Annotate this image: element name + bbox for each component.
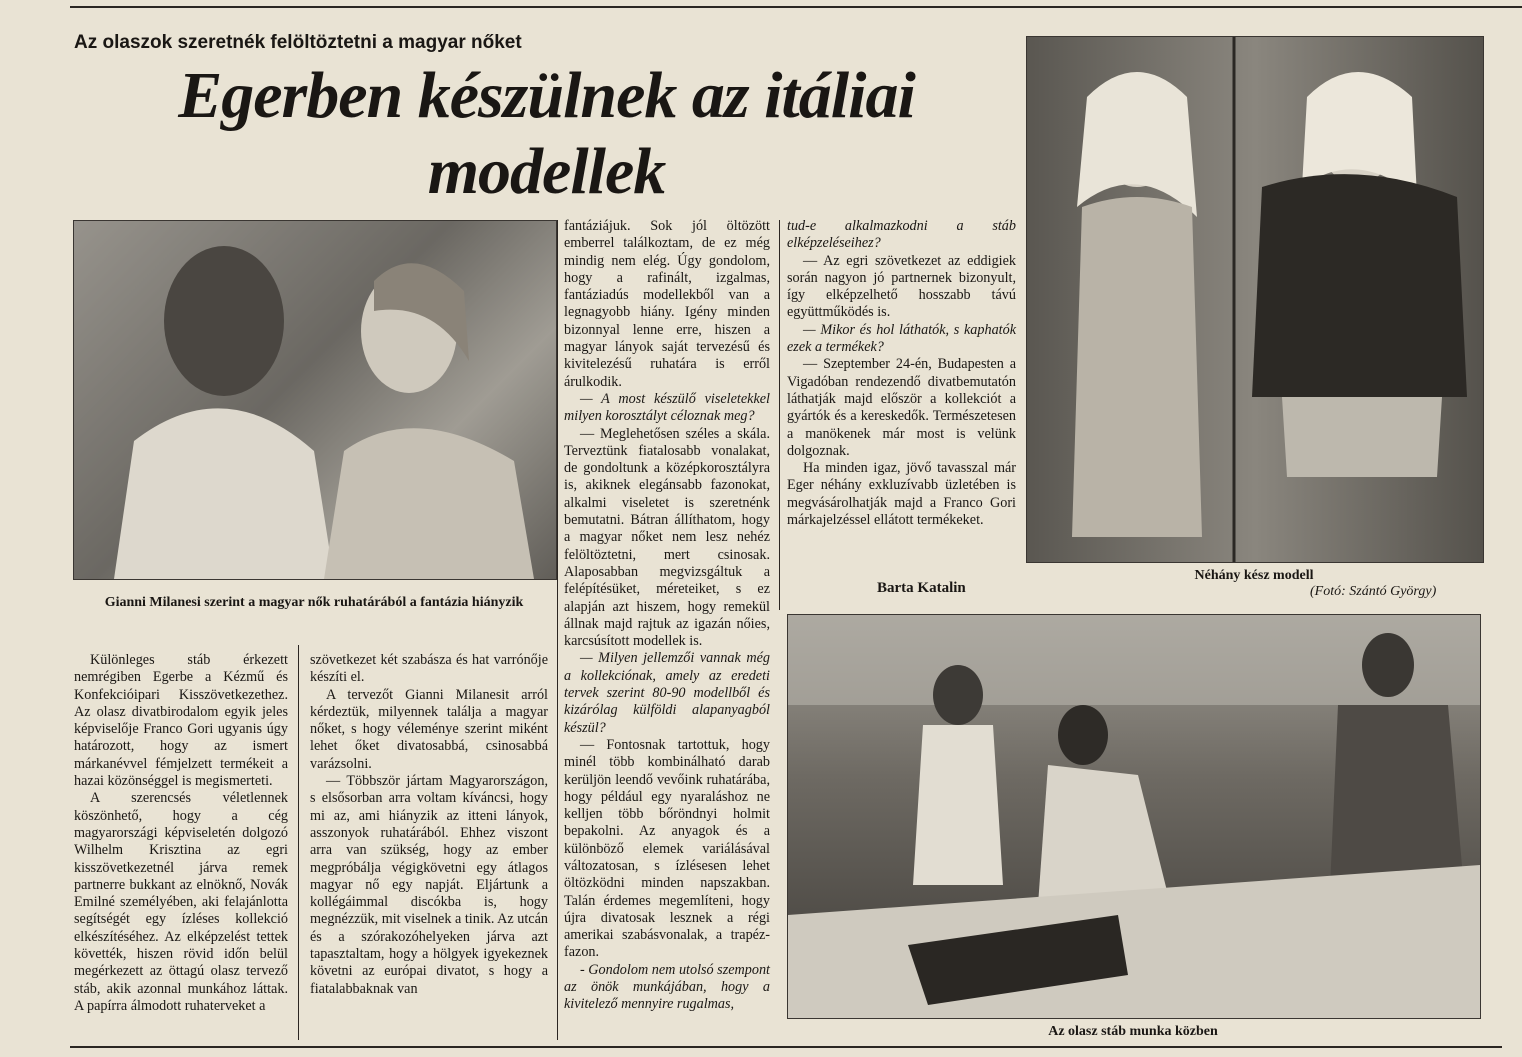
designer-photo-illustration [74, 221, 556, 579]
headline: Egerben készülnek az itáliai modellek [178, 59, 915, 208]
paragraph: — Az egri szövetkezet az eddigiek során nagyon jó partnernek bizonyult, így elképzelhető hosszabb távú együttműködés is. [787, 252, 1016, 321]
bottom-rule [70, 1046, 1502, 1048]
paragraph: Ha minden igaz, jövő tavasszal már Eger néhány exkluzívabb üzletében is megvásárolhatják majd a Franco Gori márkajelzéssel ellátott termékeket. [787, 460, 1016, 529]
byline: Barta Katalin [877, 580, 966, 596]
paragraph: A szerencsés véletlennek köszönhető, hogy a cég magyarországi képviseletén dolgozó Wilhelm Krisztina az egri kisszövetkezetnél járva remek partnerre bukkant az elnöknő, Novák Emilné személyében, aki felajánlotta segítségét egy ízléses kollekció elkészítéséhez. Az elképzelést tettek követték, hiszen rövid időn belül megérkezett az öttagú olasz tervező stáb, akik azonnal munkához láttak. A papírra álmodott ruhaterveket a [74, 790, 288, 1014]
paragraph: Különleges stáb érkezett nemrégiben Egerbe a Kézmű és Konfekcióipari Kisszövetkezethez. Az olasz divatbirodalom egyik jeles képviselője Franco Gori ugyanis úgy határozott, hogy az ismert márkanévvel fémjelzett termékeit a hazai közönséggel is megismerteti. [74, 652, 288, 790]
photo3-caption: Az olasz stáb munka közben [1048, 1024, 1218, 1039]
paragraph: — Fontosnak tartottuk, hogy minél több kombinálható darab kerüljön leendő vevőink ruhatárába, hogy például egy nyaraláshoz ne kelljen több bőröndnyi holmit bepakolni. Az anyagok és a különböző elemek variálásával változatosan, s ízlésesen lehet öltözködni minden napszakban. Talán érdemes megemlíteni, hogy újra divatosak lesznek a régi amerikai szabásvonalak, a trapéz-fazon. [564, 736, 770, 961]
photo2-caption: Néhány kész modell [1194, 568, 1314, 583]
photo1-caption: Gianni Milanesi szerint a magyar nők ruhatárából a fantázia hiányzik [104, 595, 524, 610]
article-column-4 [787, 218, 1016, 529]
models-photo [1026, 36, 1484, 563]
interview-question: — Milyen jellemzői vannak még a kollekciónak, amely az eredeti tervek szerint 80-90 modellből és kizárólag külföldi alapanyagból készül? [564, 650, 770, 736]
interview-question: tud-e alkalmazkodni a stáb elképzeléseihez? [787, 218, 1016, 252]
column-divider [557, 220, 558, 1040]
paragraph: — Meglehetősen széles a skála. Terveztünk fiatalosabb vonalakat, de gondoltunk a középkorosztályra is, akiknek elegánsabb fazonokat, alkalmi viseletet is szeretnénk bemutatni. Bátran állíthatom, hogy a magyar nőket nem lesz nehéz felöltöztetni, mert csinosak. Alaposabban megvizsgáltuk a felépítésüket, méreteiket, s ez alapján azt hiszem, hogy remekül állnak majd rajtuk az igazán nőies, karcsúsított modellek is. [564, 425, 770, 650]
paragraph: — Szeptember 24-én, Budapesten a Vigadóban rendezendő divatbemutatón láthatják majd először a kollekciót a gyártók és a kereskedők. Természetesen a manökenek már most is velünk dolgoznak. [787, 356, 1016, 459]
workshop-photo-illustration [788, 615, 1480, 1018]
photo-credit: (Fotó: Szántó György) [1310, 584, 1437, 599]
interview-question: - Gondolom nem utolsó szempont az önök munkájában, hogy a kivitelező mennyire rugalmas, [564, 961, 770, 1013]
article-column-2 [310, 652, 548, 998]
article-column-3 [564, 218, 770, 1014]
column-divider [779, 220, 780, 610]
kicker: Az olaszok szeretnék felöltöztetni a magyar nőket [74, 32, 522, 53]
paragraph: — Többször jártam Magyarországon, s elsősorban arra voltam kíváncsi, hogy mi az, ami hiányzik az itteni lányok, asszonyok ruhatárából. Ehhez viszont arra van szükség, hogy az ember megpróbálja végigkövetni egy átlagos magyar nő egy napját. Eljártunk a kollégáimmal discókba is, hogy megnézzük, mit viselnek a tinik. Az utcán és a szórakozóhelyeken járva azt tapasztaltam, hogy a hölgyek igyekeznek követni az európai divatot, s hogy a fiatalabbaknak van [310, 773, 548, 997]
designer-photo [73, 220, 557, 580]
article-column-1 [74, 652, 288, 1015]
top-rule [70, 0, 1522, 8]
paragraph: szövetkezet két szabásza és hat varrónője készíti el. [310, 652, 548, 686]
interview-question: — Mikor és hol láthatók, s kaphatók ezek a termékek? [787, 321, 1016, 356]
paragraph: A tervezőt Gianni Milanesit arról kérdeztük, milyennek találja a magyar nőket, s hogy véleménye szerint miként lehet őket divatosabbá, csinosabbá varázsolni. [310, 686, 548, 772]
column-divider [298, 645, 299, 1040]
paragraph: fantáziájuk. Sok jól öltözött emberrel találkoztam, de ez még mindig nem elég. Úgy gondolom, hogy a rafinált, izgalmas, fantáziadús modellekből van a legnagyobb hiány. Igény minden bizonnyal lenne erre, hiszen a magyar lányok saját tervezésű és kivitelezésű ruhatára is erről árulkodik. [564, 218, 770, 390]
workshop-photo [787, 614, 1481, 1019]
interview-question: — A most készülő viseletekkel milyen korosztályt céloznak meg? [564, 390, 770, 425]
models-photo-illustration [1027, 37, 1483, 562]
